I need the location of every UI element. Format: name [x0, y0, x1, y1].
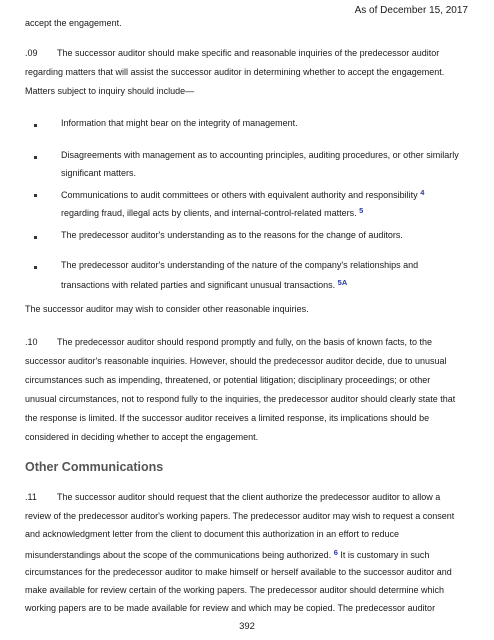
paragraph-line: Matters subject to inquiry should include—: [25, 86, 195, 96]
paragraph-number: .09: [25, 48, 38, 58]
footnote-link-5a[interactable]: 5A: [337, 278, 348, 287]
footnote-link-5[interactable]: 5: [359, 206, 364, 215]
paragraph-number: .11: [25, 492, 37, 502]
bullet-icon: [34, 124, 37, 127]
paragraph-line: make available for review certain of the working papers. The predecessor auditor should determine which: [25, 585, 445, 595]
footnote-link-4[interactable]: 4: [420, 188, 425, 197]
bullet-icon: [34, 266, 37, 269]
header-date: As of December 15, 2017: [354, 5, 468, 16]
paragraph-line: misunderstandings about the scope of the communications being authorized. $^6$ It is customary in such: [25, 548, 430, 560]
paragraph-line: .10 The predecessor auditor should respond promptly and fully, on the basis of known facts, to the: [25, 333, 432, 351]
paragraph-line: circumstances such as impending, threatened, or potential litigation; disciplinary proceedings; or other: [25, 375, 431, 385]
paragraph-line: working papers are to be made available for review and which may be copied. The predecessor auditor: [25, 603, 436, 613]
paragraph-line: review of the predecessor auditor's working papers. The predecessor auditor may wish to request a consent: [25, 511, 455, 521]
paragraph-text: The successor auditor may wish to consider other reasonable inquiries.: [25, 304, 309, 314]
paragraph-number: .10: [25, 337, 38, 347]
bullet-icon: [34, 194, 37, 197]
paragraph-line: successor auditor's reasonable inquiries. However, should the predecessor auditor decide, due to unusual: [25, 356, 447, 366]
paragraph-line: circumstances for the predecessor auditor to make himself or herself available to the successor auditor and: [25, 567, 452, 577]
continued-text: accept the engagement.: [25, 18, 122, 28]
paragraph-line: and acknowledgment letter from the client to document this authorization in an effort to reduce: [25, 529, 400, 539]
bullet-icon: [34, 236, 37, 239]
section-heading: Other Communications: [25, 460, 164, 474]
paragraph-line: .11 The successor auditor should request that the client authorize the predecessor auditor to allow a: [25, 488, 440, 506]
bullet-icon: [34, 156, 37, 159]
paragraph-line: unusual circumstances, not to respond fully to the inquiries, the predecessor auditor should clearly state that: [25, 394, 456, 404]
page-number: 392: [239, 621, 255, 632]
footnote-link-6[interactable]: 6: [333, 548, 338, 557]
paragraph-line: regarding matters that will assist the successor auditor in determining whether to accept the engagement.: [25, 67, 445, 77]
paragraph-line: .09 The successor auditor should make specific and reasonable inquiries of the predecessor auditor: [25, 44, 439, 62]
paragraph-line: considered in deciding whether to accept the engagement.: [25, 432, 259, 442]
paragraph-line: the response is limited. If the successor auditor receives a limited response, its implications should be: [25, 413, 430, 423]
